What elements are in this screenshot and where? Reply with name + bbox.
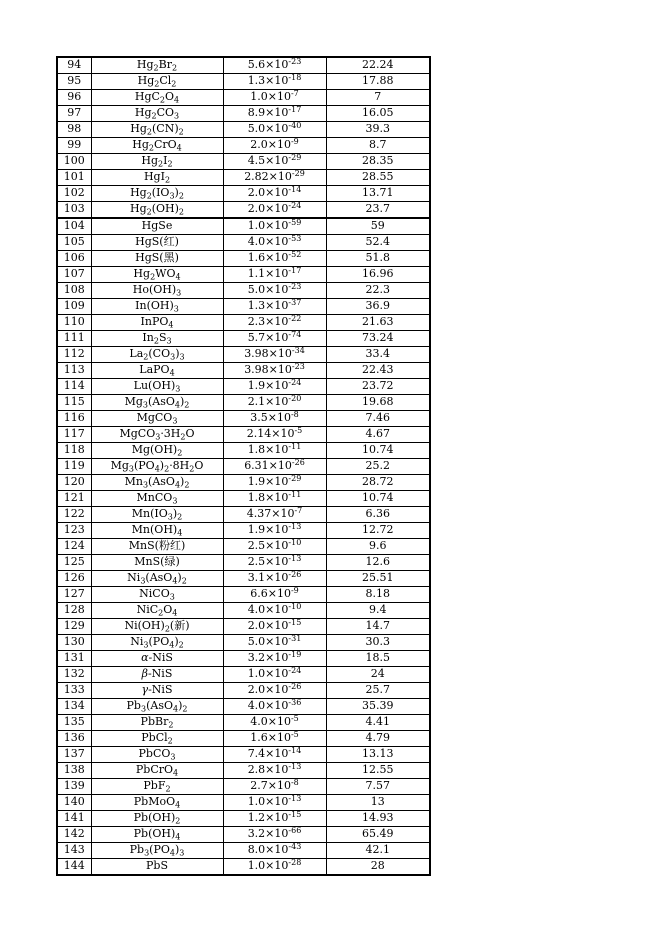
table-row [57,475,430,491]
pksp-cell: 35.39 [326,699,430,715]
formula-cell: LaPO$_4$ [91,363,223,379]
ksp-cell: $5.0\times 10^{-40}$ [223,122,326,138]
ksp-cell: $1.3\times 10^{-18}$ [223,74,326,90]
ksp-cell: $5.0\times 10^{-23}$ [223,283,326,299]
row-number-cell: 118 [57,443,91,459]
formula-cell: HgS(黑) [91,251,223,267]
formula-cell: $Ni(OH)_2$(新) [91,619,223,635]
formula-cell: $In(OH)_3$ [91,299,223,315]
ksp-cell: $2.0\times 10^{-26}$ [223,683,326,699]
ksp-cell: $2.82\times 10^{-29}$ [223,170,326,186]
table-row [57,299,430,315]
formula-cell: $Mn_3(AsO_4)_2$ [91,475,223,491]
ksp-cell: $4.0\times 10^{-5}$ [223,715,326,731]
formula-cell: $Hg_2(CN)_2$ [91,122,223,138]
row-number-cell: 142 [57,827,91,843]
ksp-cell: $8.9\times 10^{-17}$ [223,106,326,122]
formula-cell: HgS(红) [91,235,223,251]
formula-cell: $Hg_2CO_3$ [91,106,223,122]
table-row [57,683,430,699]
row-number-cell: 113 [57,363,91,379]
row-number-cell: 107 [57,267,91,283]
pksp-cell: 7.57 [326,779,430,795]
pksp-cell: 12.6 [326,555,430,571]
formula-cell: $Mg_3(PO_4)_2\cdot 8H_2O$ [91,459,223,475]
row-number-cell: 126 [57,571,91,587]
row-number-cell: 135 [57,715,91,731]
formula-cell: $MgCO_3\cdot 3H_2O$ [91,427,223,443]
table-row [57,667,430,683]
row-number-cell: 137 [57,747,91,763]
ksp-cell: $2.0\times 10^{-15}$ [223,619,326,635]
table-row [57,619,430,635]
table-row [57,218,430,235]
pksp-cell: 4.79 [326,731,430,747]
pksp-cell: 39.3 [326,122,430,138]
formula-cell: PbBr$_2$ [91,715,223,731]
table-row [57,74,430,90]
table-row [57,587,430,603]
ksp-cell: $1.9\times 10^{-24}$ [223,379,326,395]
row-number-cell: 105 [57,235,91,251]
row-number-cell: 131 [57,651,91,667]
ksp-cell: $3.98\times 10^{-34}$ [223,347,326,363]
formula-cell: β-NiS [91,667,223,683]
formula-cell: PbCl$_2$ [91,731,223,747]
formula-cell: $Hg_2(IO_3)_2$ [91,186,223,202]
ksp-cell: $5.7\times 10^{-74}$ [223,331,326,347]
row-number-cell: 121 [57,491,91,507]
pksp-cell: 10.74 [326,491,430,507]
pksp-cell: 9.6 [326,539,430,555]
ksp-cell: $2.1\times 10^{-20}$ [223,395,326,411]
ksp-cell: $4.0\times 10^{-10}$ [223,603,326,619]
ksp-cell: $2.14\times 10^{-5}$ [223,427,326,443]
table-row [57,202,430,219]
table-row [57,859,430,876]
pksp-cell: 19.68 [326,395,430,411]
ksp-cell: $1.8\times 10^{-11}$ [223,443,326,459]
row-number-cell: 106 [57,251,91,267]
pksp-cell: 13.71 [326,186,430,202]
ksp-cell: $8.0\times 10^{-43}$ [223,843,326,859]
formula-cell: HgSe [91,218,223,235]
pksp-cell: 17.88 [326,74,430,90]
table-row [57,603,430,619]
table-row [57,170,430,186]
pksp-cell: 30.3 [326,635,430,651]
row-number-cell: 116 [57,411,91,427]
table-row [57,154,430,170]
table-row [57,90,430,106]
table-row [57,57,430,74]
table-row [57,427,430,443]
table-row [57,843,430,859]
table-row [57,731,430,747]
pksp-cell: 59 [326,218,430,235]
ksp-cell: $2.0\times 10^{-9}$ [223,138,326,154]
ksp-cell: $3.1\times 10^{-26}$ [223,571,326,587]
formula-cell: $Mg(OH)_2$ [91,443,223,459]
table-row [57,331,430,347]
pksp-cell: 10.74 [326,443,430,459]
pksp-cell: 7.46 [326,411,430,427]
pksp-cell: 36.9 [326,299,430,315]
row-number-cell: 96 [57,90,91,106]
formula-cell: HgI$_2$ [91,170,223,186]
solubility-product-table [56,56,431,876]
formula-cell: $Mn(IO_3)_2$ [91,507,223,523]
ksp-cell: $1.8\times 10^{-11}$ [223,491,326,507]
ksp-cell: $4.0\times 10^{-53}$ [223,235,326,251]
pksp-cell: 18.5 [326,651,430,667]
formula-cell: $Hg_2I_2$ [91,154,223,170]
formula-cell: MgCO$_3$ [91,411,223,427]
pksp-cell: 25.7 [326,683,430,699]
ksp-cell: $1.2\times 10^{-15}$ [223,811,326,827]
table-row [57,379,430,395]
table-row [57,395,430,411]
pksp-cell: 8.18 [326,587,430,603]
table-row [57,315,430,331]
ksp-cell: $5.6\times 10^{-23}$ [223,57,326,74]
row-number-cell: 104 [57,218,91,235]
table-row [57,571,430,587]
formula-cell: $Hg_2Cl_2$ [91,74,223,90]
pksp-cell: 21.63 [326,315,430,331]
pksp-cell: 14.7 [326,619,430,635]
formula-cell: $NiC_2O_4$ [91,603,223,619]
row-number-cell: 125 [57,555,91,571]
ksp-cell: $6.31\times 10^{-26}$ [223,459,326,475]
row-number-cell: 123 [57,523,91,539]
formula-cell: InPO$_4$ [91,315,223,331]
table-row [57,827,430,843]
pksp-cell: 6.36 [326,507,430,523]
pksp-cell: 33.4 [326,347,430,363]
ksp-cell: $4.0\times 10^{-36}$ [223,699,326,715]
row-number-cell: 111 [57,331,91,347]
table-row [57,443,430,459]
row-number-cell: 94 [57,57,91,74]
ksp-cell: $2.0\times 10^{-14}$ [223,186,326,202]
table-row [57,363,430,379]
table-row [57,539,430,555]
row-number-cell: 141 [57,811,91,827]
ksp-cell: $3.2\times 10^{-66}$ [223,827,326,843]
ksp-cell: $1.0\times 10^{-28}$ [223,859,326,876]
table-row [57,235,430,251]
table-row [57,138,430,154]
formula-cell: $Hg_2(OH)_2$ [91,202,223,219]
table-row [57,267,430,283]
formula-cell: $In_2S_3$ [91,331,223,347]
formula-cell: MnCO$_3$ [91,491,223,507]
table-row [57,795,430,811]
row-number-cell: 134 [57,699,91,715]
row-number-cell: 144 [57,859,91,876]
table-row [57,779,430,795]
row-number-cell: 129 [57,619,91,635]
ksp-cell: $5.0\times 10^{-31}$ [223,635,326,651]
formula-cell: $La_2(CO_3)_3$ [91,347,223,363]
table-row [57,106,430,122]
formula-cell: $Hg_2CrO_4$ [91,138,223,154]
table-row [57,763,430,779]
pksp-cell: 24 [326,667,430,683]
pksp-cell: 73.24 [326,331,430,347]
formula-cell: MnS(粉红) [91,539,223,555]
ksp-cell: $1.6\times 10^{-5}$ [223,731,326,747]
formula-cell: $Hg_2WO_4$ [91,267,223,283]
formula-cell: α-NiS [91,651,223,667]
formula-cell: PbMoO$_4$ [91,795,223,811]
row-number-cell: 102 [57,186,91,202]
ksp-cell: $3.98\times 10^{-23}$ [223,363,326,379]
row-number-cell: 127 [57,587,91,603]
formula-cell: $Pb(OH)_2$ [91,811,223,827]
formula-cell: $Pb(OH)_4$ [91,827,223,843]
formula-cell: $Ho(OH)_3$ [91,283,223,299]
ksp-cell: $2.8\times 10^{-13}$ [223,763,326,779]
row-number-cell: 97 [57,106,91,122]
table-row [57,699,430,715]
formula-cell: $Lu(OH)_3$ [91,379,223,395]
ksp-cell: $2.5\times 10^{-13}$ [223,555,326,571]
table-row [57,523,430,539]
table-row [57,283,430,299]
table-row [57,122,430,138]
pksp-cell: 4.41 [326,715,430,731]
ksp-cell: $1.0\times 10^{-59}$ [223,218,326,235]
pksp-cell: 65.49 [326,827,430,843]
pksp-cell: 22.43 [326,363,430,379]
row-number-cell: 100 [57,154,91,170]
row-number-cell: 138 [57,763,91,779]
formula-cell: γ-NiS [91,683,223,699]
ksp-cell: $2.7\times 10^{-8}$ [223,779,326,795]
formula-cell: $HgC_2O_4$ [91,90,223,106]
pksp-cell: 13.13 [326,747,430,763]
formula-cell: $Hg_2Br_2$ [91,57,223,74]
pksp-cell: 13 [326,795,430,811]
ksp-cell: $4.5\times 10^{-29}$ [223,154,326,170]
pksp-cell: 52.4 [326,235,430,251]
row-number-cell: 95 [57,74,91,90]
row-number-cell: 132 [57,667,91,683]
pksp-cell: 25.2 [326,459,430,475]
pksp-cell: 28.35 [326,154,430,170]
table-row [57,459,430,475]
table-row [57,411,430,427]
ksp-cell: $7.4\times 10^{-14}$ [223,747,326,763]
ksp-cell: $1.0\times 10^{-13}$ [223,795,326,811]
formula-cell: $Mg_3(AsO_4)_2$ [91,395,223,411]
row-number-cell: 99 [57,138,91,154]
ksp-cell: $1.9\times 10^{-13}$ [223,523,326,539]
ksp-cell: $6.6\times 10^{-9}$ [223,587,326,603]
row-number-cell: 110 [57,315,91,331]
formula-cell: PbF$_2$ [91,779,223,795]
row-number-cell: 140 [57,795,91,811]
row-number-cell: 103 [57,202,91,219]
row-number-cell: 108 [57,283,91,299]
pksp-cell: 14.93 [326,811,430,827]
table-row [57,635,430,651]
row-number-cell: 119 [57,459,91,475]
pksp-cell: 16.96 [326,267,430,283]
row-number-cell: 139 [57,779,91,795]
row-number-cell: 112 [57,347,91,363]
row-number-cell: 120 [57,475,91,491]
formula-cell: MnS(绿) [91,555,223,571]
pksp-cell: 28 [326,859,430,876]
pksp-cell: 23.72 [326,379,430,395]
row-number-cell: 117 [57,427,91,443]
pksp-cell: 4.67 [326,427,430,443]
ksp-cell: $1.1\times 10^{-17}$ [223,267,326,283]
pksp-cell: 28.55 [326,170,430,186]
table-row [57,715,430,731]
table-row [57,651,430,667]
formula-cell: $Mn(OH)_4$ [91,523,223,539]
pksp-cell: 42.1 [326,843,430,859]
row-number-cell: 101 [57,170,91,186]
ksp-cell: $4.37\times 10^{-7}$ [223,507,326,523]
row-number-cell: 133 [57,683,91,699]
row-number-cell: 98 [57,122,91,138]
table-row [57,811,430,827]
row-number-cell: 109 [57,299,91,315]
table-row [57,747,430,763]
formula-cell: PbCrO$_4$ [91,763,223,779]
ksp-cell: $2.3\times 10^{-22}$ [223,315,326,331]
table-row [57,251,430,267]
pksp-cell: 28.72 [326,475,430,491]
formula-cell: PbS [91,859,223,876]
row-number-cell: 130 [57,635,91,651]
row-number-cell: 136 [57,731,91,747]
ksp-cell: $1.9\times 10^{-29}$ [223,475,326,491]
ksp-cell: $1.3\times 10^{-37}$ [223,299,326,315]
table-body [57,57,430,875]
ksp-cell: $3.2\times 10^{-19}$ [223,651,326,667]
formula-cell: $Ni_3(AsO_4)_2$ [91,571,223,587]
pksp-cell: 25.51 [326,571,430,587]
pksp-cell: 12.72 [326,523,430,539]
pksp-cell: 12.55 [326,763,430,779]
pksp-cell: 22.3 [326,283,430,299]
row-number-cell: 114 [57,379,91,395]
row-number-cell: 143 [57,843,91,859]
formula-cell: $Pb_3(PO_4)_3$ [91,843,223,859]
pksp-cell: 23.7 [326,202,430,219]
ksp-cell: $2.0\times 10^{-24}$ [223,202,326,219]
row-number-cell: 128 [57,603,91,619]
row-number-cell: 115 [57,395,91,411]
table-row [57,491,430,507]
formula-cell: NiCO$_3$ [91,587,223,603]
pksp-cell: 8.7 [326,138,430,154]
row-number-cell: 122 [57,507,91,523]
formula-cell: PbCO$_3$ [91,747,223,763]
table-row [57,555,430,571]
table-row [57,186,430,202]
ksp-cell: $1.6\times 10^{-52}$ [223,251,326,267]
ksp-cell: $1.0\times 10^{-24}$ [223,667,326,683]
ksp-cell: $3.5\times 10^{-8}$ [223,411,326,427]
pksp-cell: 51.8 [326,251,430,267]
pksp-cell: 9.4 [326,603,430,619]
ksp-cell: $1.0\times 10^{-7}$ [223,90,326,106]
ksp-cell: $2.5\times 10^{-10}$ [223,539,326,555]
table-row [57,347,430,363]
formula-cell: $Ni_3(PO_4)_2$ [91,635,223,651]
pksp-cell: 22.24 [326,57,430,74]
formula-cell: $Pb_3(AsO_4)_2$ [91,699,223,715]
pksp-cell: 16.05 [326,106,430,122]
row-number-cell: 124 [57,539,91,555]
pksp-cell: 7 [326,90,430,106]
table-row [57,507,430,523]
